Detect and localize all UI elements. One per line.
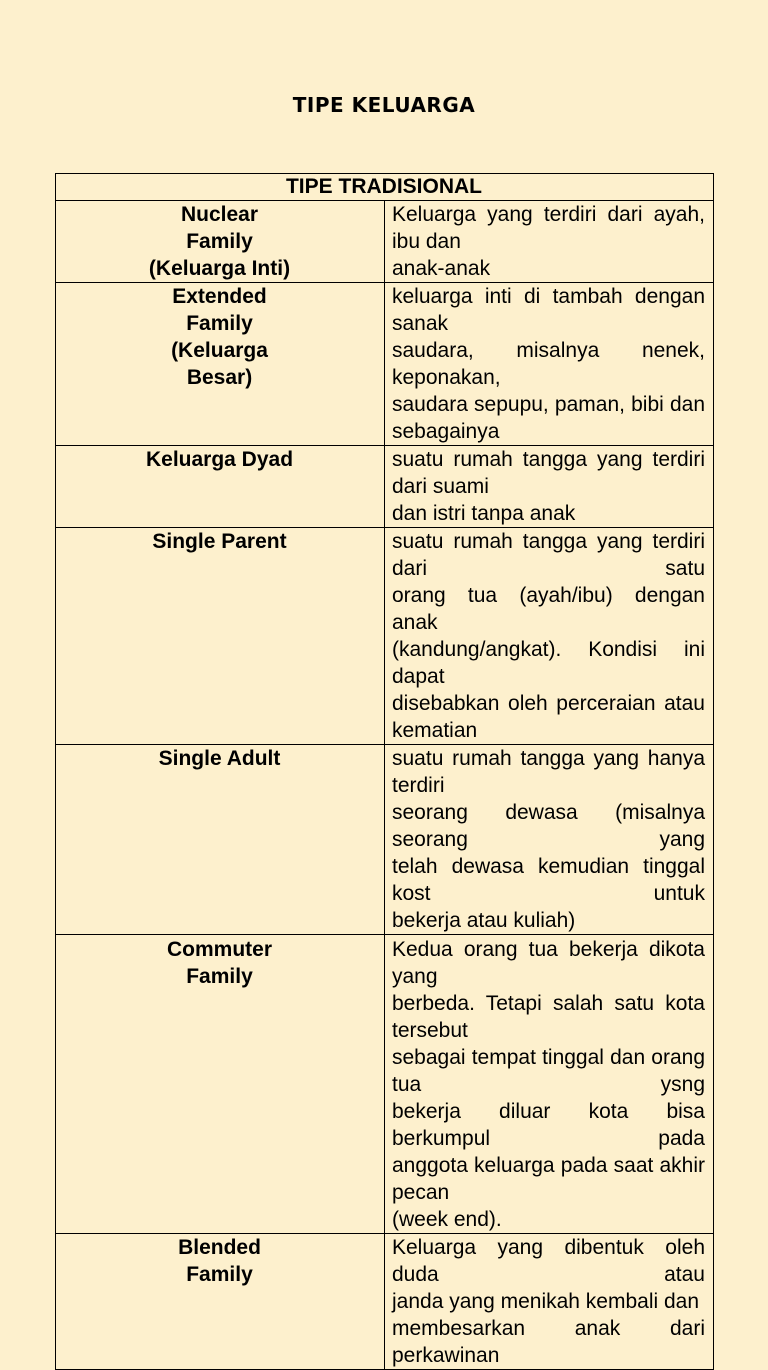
family-type-cell: [56, 201, 385, 283]
description-cell: [385, 283, 714, 446]
table-row: [56, 446, 714, 528]
family-type-cell: [56, 745, 385, 935]
description-cell: [385, 446, 714, 528]
description-line: sebagainya: [392, 420, 500, 443]
family-type-line: (Keluarga Inti): [148, 257, 291, 280]
description-line: bekerja diluar kota bisa berkumpul pada: [392, 1100, 705, 1150]
family-type-line: Family: [186, 230, 253, 253]
section-header-row: [56, 174, 714, 201]
family-type-line: Family: [186, 965, 253, 988]
description-line: Kedua orang tua bekerja dikota yang: [392, 938, 705, 988]
description-line: dan istri tanpa anak: [392, 502, 576, 525]
family-type-cell: [56, 935, 385, 1234]
description-line: Keluarga yang terdiri dari ayah, ibu dan: [392, 203, 705, 253]
description-line: anggota keluarga pada saat akhir pecan: [392, 1154, 705, 1204]
family-type-line: Nuclear: [180, 203, 259, 226]
description-line: disebabkan oleh perceraian atau kematian: [392, 692, 705, 742]
family-type-cell: [56, 283, 385, 446]
description-line: anak-anak: [392, 257, 491, 280]
section-heading: TIPE TRADISIONAL: [56, 174, 714, 201]
table-row: [56, 528, 714, 745]
description-line: membesarkan anak dari perkawinan: [392, 1317, 705, 1367]
description-line: suatu rumah tangga yang hanya terdiri: [392, 747, 705, 797]
description-line: Keluarga yang dibentuk oleh duda atau: [392, 1236, 705, 1286]
description-line: saudara sepupu, paman, bibi dan: [392, 393, 705, 416]
table-row: [56, 201, 714, 283]
family-type-line: Commuter: [166, 938, 272, 961]
table-row: [56, 1234, 714, 1370]
description-line: (week end).: [392, 1208, 502, 1231]
description-line: saudara, misalnya nenek, keponakan,: [392, 339, 705, 389]
family-type-line: Extended: [172, 285, 267, 308]
document-title: TIPE KELUARGA: [292, 93, 476, 117]
description-line: bekerja atau kuliah): [392, 909, 576, 932]
description-line: suatu rumah tangga yang terdiri dari satu: [392, 530, 705, 580]
description-cell: [385, 201, 714, 283]
description-cell: [385, 745, 714, 935]
family-type-cell: [56, 528, 385, 745]
description-line: janda yang menikah kembali dan: [392, 1290, 700, 1313]
family-type-line: Single Parent: [152, 530, 287, 553]
family-type-line: Single Adult: [158, 747, 281, 770]
table-row: [56, 745, 714, 935]
family-type-cell: [56, 1234, 385, 1370]
family-types-table: [55, 173, 714, 1370]
family-type-line: Besar): [186, 366, 253, 389]
description-cell: [385, 935, 714, 1234]
description-line: sebagai tempat tinggal dan orang tua ysng: [392, 1046, 705, 1096]
description-line: suatu rumah tangga yang terdiri dari suami: [392, 448, 705, 498]
description-line: telah dewasa kemudian tinggal kost untuk: [392, 855, 705, 905]
family-type-line: Family: [186, 1263, 253, 1286]
description-line: berbeda. Tetapi salah satu kota tersebut: [392, 992, 705, 1042]
family-type-line: (Keluarga: [171, 339, 268, 362]
family-type-line: Keluarga Dyad: [145, 448, 294, 471]
description-line: seorang dewasa (misalnya seorang yang: [392, 801, 705, 851]
family-type-line: Blended: [178, 1236, 261, 1259]
description-cell: [385, 1234, 714, 1370]
description-line: (kandung/angkat). Kondisi ini dapat: [392, 638, 705, 688]
description-line: keluarga inti di tambah dengan sanak: [392, 285, 705, 335]
family-type-cell: [56, 446, 385, 528]
family-type-line: Family: [186, 312, 253, 335]
table-row: [56, 283, 714, 446]
description-cell: [385, 528, 714, 745]
table-row: [56, 935, 714, 1234]
description-line: orang tua (ayah/ibu) dengan anak: [392, 584, 705, 634]
